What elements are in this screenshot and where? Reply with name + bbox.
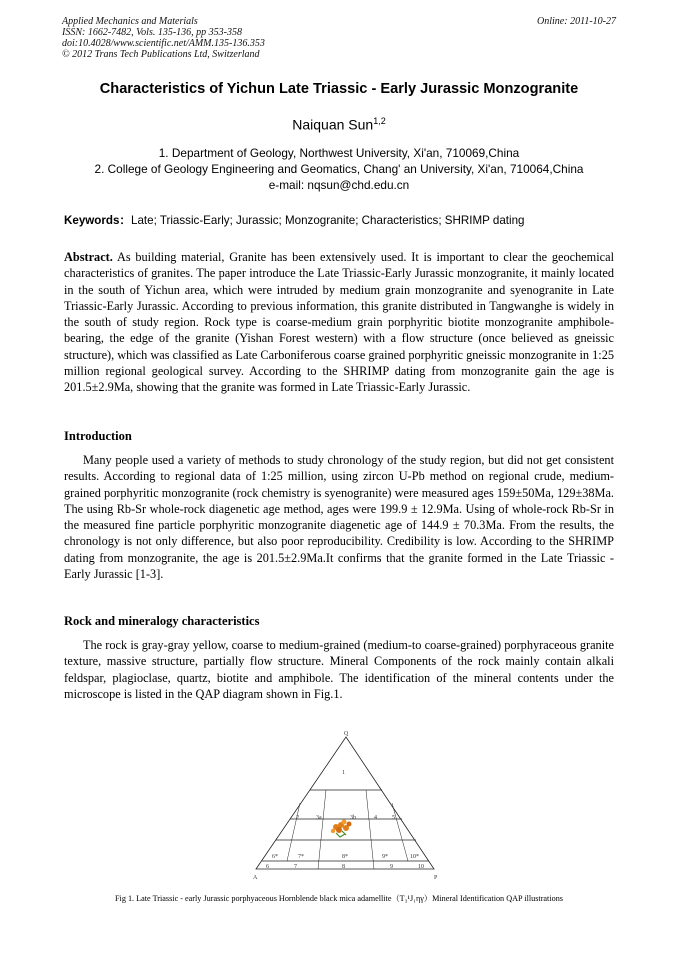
qap-radial-2 bbox=[318, 790, 326, 869]
base-field-9-label: 9 bbox=[390, 864, 393, 870]
base-field-6-label: 6 bbox=[266, 864, 269, 870]
figure-caption: Fig 1. Late Triassic - early Jurassic porphyaceous Hornblende black mica adamellite（T₃¹J₁ηγ）Mineral Identification QAP illustrations bbox=[114, 894, 563, 903]
introduction-paragraph: Many people used a variety of methods to study chronology of the study region, but did not get consistent results. According to regional data of 1:25 million, using zircon U-Pb method on regional crude, medium-grained porphyritic monzogranite (rock chemistry is syenogranite) were measured ages 159±50Ma, 129±38Ma. The using Rb-Sr whole-rock diagenetic age method, ages were 199.9 ± 12.9Ma. Using of whole-rock Rb-Sr in the measured fine particle porphyritic monzogranite diagenetic age of 144.9 ± 70.3Ma. From the results, the chronology is not only difference, but also poor reproducibility. Credibility is low. According to the SHRIMP dating from monzogranite, the age is 201.5±2.9Ma.It confirms that the granite formed in the Late Triassic - Early Jurassic [1-3]. bbox=[64, 453, 614, 582]
keywords-label: Keywords： bbox=[64, 214, 132, 227]
qap-triangle bbox=[256, 737, 434, 869]
field-8-label: 8* bbox=[342, 854, 348, 860]
field-10-label: 10* bbox=[410, 854, 419, 860]
author-name: Naiquan Sun bbox=[292, 116, 374, 133]
section-heading-introduction: Introduction bbox=[64, 429, 132, 443]
journal-name: Applied Mechanics and Materials bbox=[62, 16, 198, 27]
field-3b-label: 3b bbox=[350, 815, 356, 821]
qap-radial-4 bbox=[392, 803, 408, 861]
abstract-label: Abstract. bbox=[64, 250, 113, 264]
field-6-label: 6* bbox=[272, 854, 278, 860]
field-3a-label: 3a bbox=[316, 815, 322, 821]
field-7-label: 7* bbox=[298, 854, 304, 860]
author-affiliation-marks: 1,2 bbox=[373, 116, 386, 126]
vertex-q-label: Q bbox=[344, 731, 349, 737]
abstract-text: As building material, Granite has been extensively used. It is important to clear the geochemical characteristics of granites. The paper introduce the Late Triassic-Early Jurassic monzogranite, it mainly located in the south of Yichun area, which were intruded by medium grain monzogranite and syenogranite in Late Triassic-Early Jurassic. According to previous information, this granite distributed in Tangwanghe is widely in the south of study region. Rock type is coarse-medium grain porphyritic biotite monzogranite amphibole-bearing, the edge of the granite (Yishan Forest western) with a flow structure (once believed as gneissic structure), which was classified as Late Carboniferous coarse grained porphyritic gneissic monzogranite in 1:25 million regional geological survey. According to the SHRIMP dating from monzogranite gain the age is 201.5±2.9Ma, showing that the granite was formed in Late Triassic-Early Jurassic. bbox=[64, 250, 614, 395]
qap-radial-3 bbox=[366, 790, 374, 869]
rock-mineralogy-paragraph: The rock is gray-gray yellow, coarse to medium-grained (medium-to coarse-grained) porphyraceous granite texture, massive structure, partially flow structure. Mineral Components of the rock mainly contain alkali feldspar, plagioclase, quartz, biotite and amphibole. The identification of the mineral contents under the microscope is listed in the QAP diagram shown in Fig.1. bbox=[64, 638, 614, 701]
field-4-label: 4 bbox=[374, 815, 377, 821]
field-5-label: 5 bbox=[392, 815, 395, 821]
base-field-7-label: 7 bbox=[294, 864, 297, 870]
field-1-label: 1 bbox=[342, 770, 345, 776]
qap-diagram bbox=[250, 727, 440, 885]
base-field-8-label: 8 bbox=[342, 864, 345, 870]
sample-points-cluster bbox=[331, 820, 352, 838]
field-2-label: 2 bbox=[296, 815, 299, 821]
base-field-10-label: 10 bbox=[418, 864, 424, 870]
paper-title: Characteristics of Yichun Late Triassic - Early Jurassic Monzogranite bbox=[99, 81, 579, 97]
doi: doi:10.4028/www.scientific.net/AMM.135-136.353 bbox=[62, 38, 265, 49]
copyright: © 2012 Trans Tech Publications Ltd, Switzerland bbox=[62, 49, 260, 60]
author bbox=[40, 116, 638, 133]
keywords-text: Late; Triassic-Early; Jurassic; Monzogranite; Characteristics; SHRIMP dating bbox=[131, 214, 525, 227]
vertex-p-label: P bbox=[434, 875, 438, 881]
qap-radial-1 bbox=[287, 803, 300, 861]
field-9-label: 9* bbox=[382, 854, 388, 860]
affiliation-1: 1. Department of Geology, Northwest University, Xi'an, 710069,China bbox=[158, 146, 520, 160]
journal-meta bbox=[62, 16, 265, 60]
section-heading-rock-mineralogy: Rock and mineralogy characteristics bbox=[64, 614, 260, 628]
vertex-a-label: A bbox=[253, 875, 258, 881]
issn: ISSN: 1662-7482, Vols. 135-136, pp 353-358 bbox=[62, 27, 242, 38]
affiliation-2: 2. College of Geology Engineering and Geomatics, Chang' an University, Xi'an, 710064,China bbox=[94, 162, 584, 176]
author-email: e-mail: nqsun@chd.edu.cn bbox=[268, 178, 410, 192]
online-date: Online: 2011-10-27 bbox=[537, 16, 616, 27]
keywords bbox=[64, 212, 624, 228]
abstract bbox=[64, 249, 614, 396]
